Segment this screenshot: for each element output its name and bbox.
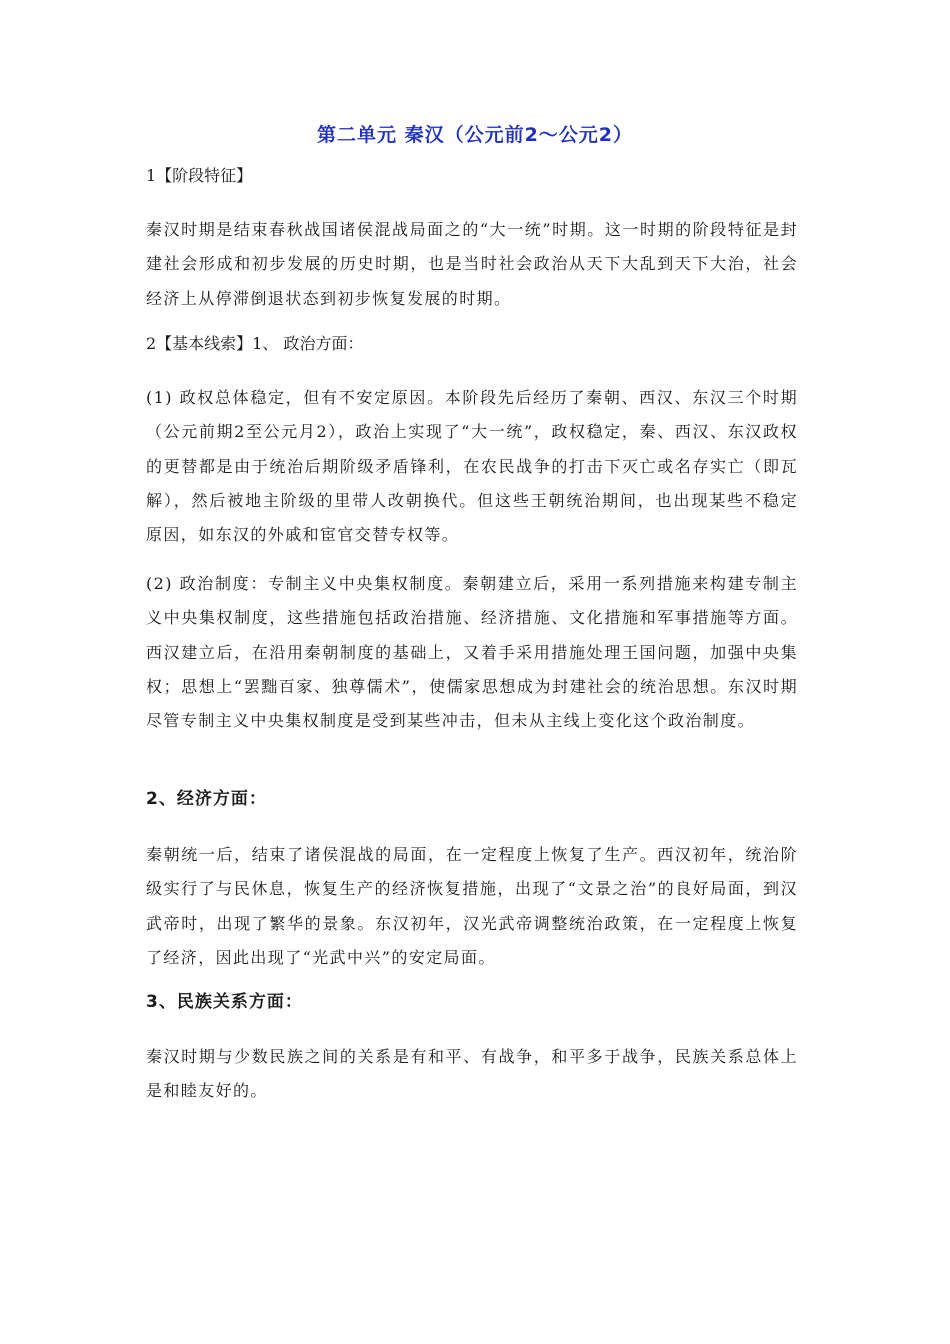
section-heading-ethnic-relations: 3、民族关系方面： [146,992,303,1012]
section-heading-stage-features: 1【阶段特征】 [146,166,253,185]
page-title: 第二单元 秦汉（公元前2～公元2） [316,124,634,146]
paragraph-stage-features: 秦汉时期是结束春秋战国诸侯混战局面之的“大一统”时期。这一时期的阶段特征是封建社会形成和初步发展的历史时期，也是当时社会政治从天下大乱到天下大治，社会经济上从停滞倒退状态到初步恢复发展的时期。 [146,220,798,308]
paragraph-ethnic-relations: 秦汉时期与少数民族之间的关系是有和平、有战争，和平多于战争，民族关系总体上是和睦友好的。 [146,1047,798,1101]
paragraph-political-1: (1) 政权总体稳定，但有不安定原因。本阶段先后经历了秦朝、西汉、东汉三个时期（公元前期2至公元月2），政治上实现了“大一统”，政权稳定，秦、西汉、东汉政权的更替都是由于统治后期阶级矛盾锋利，在农民战争的打击下灭亡或名存实亡（即瓦解），然后被地主阶级的里带人改朝换代。但这些王朝统治期间，也出现某些不稳定原因，如东汉的外戚和宦官交替专权等。 [146,388,798,545]
paragraph-political-2: (2) 政治制度：专制主义中央集权制度。秦朝建立后，采用一系列措施来构建专制主义中央集权制度，这些措施包括政治措施、经济措施、文化措施和军事措施等方面。西汉建立后，在沿用秦朝制度的基础上，又着手采用措施处理王国问题，加强中央集权；思想上“罢黜百家、独尊儒术”，使儒家思想成为封建社会的统治思想。东汉时期尽管专制主义中央集权制度是受到某些冲击，但未从主线上变化这个政治制度。 [146,574,798,731]
paragraph-economy: 秦朝统一后，结束了诸侯混战的局面，在一定程度上恢复了生产。西汉初年，统治阶级实行了与民休息，恢复生产的经济恢复措施，出现了“文景之治”的良好局面，到汉武帝时，出现了繁华的景象。东汉初年，汉光武帝调整统治政策，在一定程度上恢复了经济，因此出现了“光武中兴”的安定局面。 [146,845,798,967]
section-heading-economy: 2、经济方面： [146,789,267,809]
section-heading-basic-clues: 2【基本线索】1、 政治方面： [146,334,364,353]
